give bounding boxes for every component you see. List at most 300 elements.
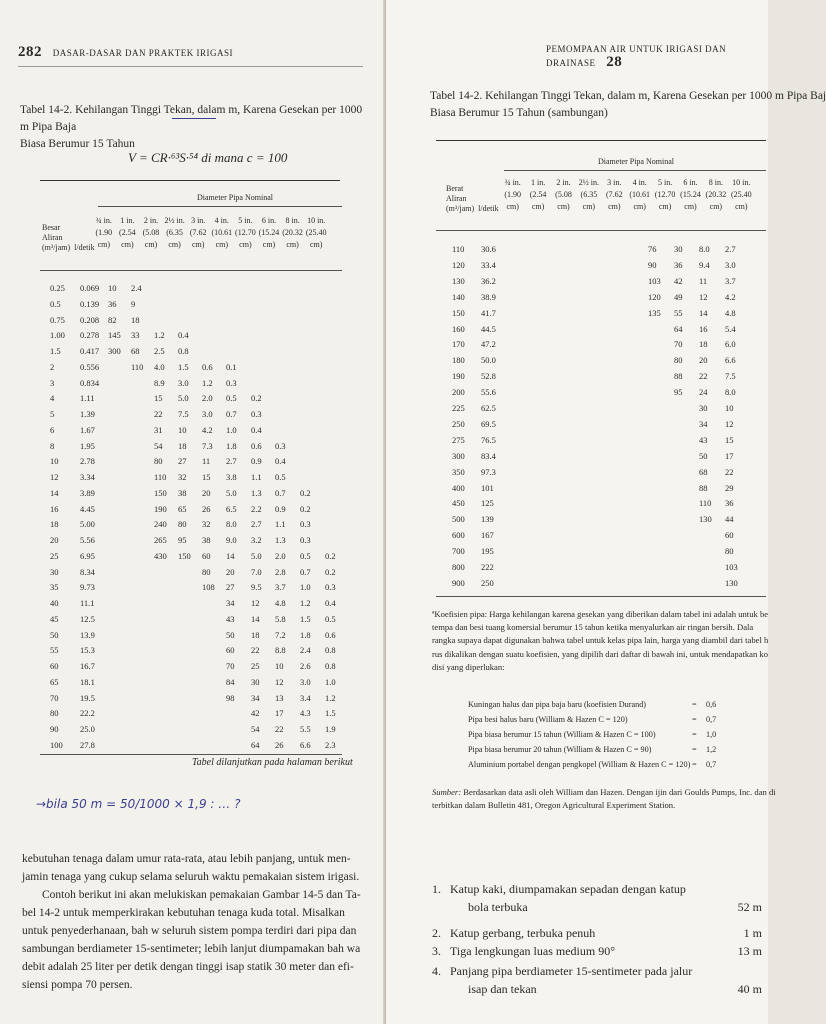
table-cell: 42 — [674, 275, 683, 286]
ink-underline — [172, 118, 216, 119]
table-cell: 108 — [202, 582, 215, 593]
table-cell: 2.6 — [300, 661, 311, 671]
size-cm-label: (10.61 — [629, 190, 651, 199]
table-cell: 100 — [50, 739, 63, 750]
table-cell: 90 — [648, 259, 657, 270]
table-cell: 32 — [202, 519, 211, 530]
table-cell: 0.5 — [300, 550, 311, 561]
coefficient-value: 0,7 — [706, 760, 717, 769]
size-cm-label: (1.90 — [504, 190, 522, 199]
size-cm-unit: cm) — [684, 202, 697, 211]
flow-label-ls: l/detik — [478, 204, 499, 213]
table-cell: 4.2 — [725, 291, 736, 302]
table-cell: 13 — [275, 692, 284, 703]
table-cell: 2.8 — [275, 566, 286, 577]
left-page — [0, 0, 386, 1024]
table-cell: 18 — [699, 339, 708, 350]
table-cell: 350 — [452, 466, 465, 477]
table-cell: 82 — [108, 314, 117, 325]
size-cm-label: (6.35 — [580, 190, 598, 199]
footnote-line: rus dikalikan dengan suatu koefisien, yang dipilih dari daftar di bawah ini, untuk mendapatkan ko — [432, 648, 769, 659]
table-cell: 0.3 — [275, 440, 286, 451]
table-cell: 150 — [178, 550, 191, 561]
table-cell: 97.3 — [481, 466, 496, 477]
table-cell: 25 — [251, 661, 260, 671]
table-cell: 4.45 — [80, 503, 95, 514]
table-cell: 27.8 — [80, 739, 95, 750]
table-cell: 2.7 — [725, 244, 736, 254]
table-cell: 68 — [131, 346, 140, 356]
table-cell: 130 — [699, 514, 712, 525]
table-cell: 2.2 — [251, 503, 262, 514]
table-cell: 60 — [202, 550, 211, 561]
table-cell: 80 — [50, 708, 59, 719]
table-cell: 2.4 — [131, 283, 142, 293]
table-cell: 7.0 — [251, 566, 262, 577]
table-cell: 450 — [452, 498, 465, 509]
table-cell: 95 — [674, 387, 683, 398]
size-label: ¾ in. — [95, 216, 112, 225]
size-cm-unit: cm) — [97, 240, 111, 249]
size-cm-unit: cm) — [633, 202, 646, 211]
table-cell: 80 — [674, 355, 683, 366]
table-cell: 900 — [452, 577, 465, 588]
table-cell: 2.78 — [80, 456, 95, 467]
size-cm-label: (20.32 — [705, 190, 727, 199]
table-cell: 8.0 — [699, 244, 710, 254]
table-cell: 26 — [202, 503, 211, 514]
table-cell: 1.1 — [275, 519, 286, 530]
list-text: Katup gerbang, terbuka penuh — [450, 926, 596, 940]
table-cell: 0.6 — [202, 361, 213, 372]
table-cell: 1.2 — [154, 330, 165, 341]
table-cell: 170 — [452, 339, 465, 350]
table-cell: 11 — [202, 456, 211, 467]
table-cell: 130 — [725, 577, 738, 588]
left-running-head — [18, 44, 233, 61]
table-cell: 50 — [50, 629, 59, 640]
size-cm-label: (15.24 — [680, 190, 701, 199]
size-label: 2 in. — [143, 216, 159, 225]
size-cm-unit: cm) — [144, 240, 158, 249]
header-bottom-rule — [40, 270, 342, 271]
table-cell: 0.3 — [251, 409, 262, 419]
table-cell: 55 — [50, 645, 59, 656]
table-cell: 50 — [226, 629, 235, 640]
size-label: 10 in. — [732, 178, 751, 187]
source-text: terbitkan dalam Bulletin 481, Oregon Agricultural Experiment Station. — [432, 800, 676, 811]
table-cell: 240 — [154, 519, 167, 530]
table-cell: 0.2 — [251, 393, 262, 404]
coefficient-value: 1,2 — [706, 745, 717, 754]
flow-label-line: Besar — [42, 223, 61, 232]
list-number: 2. — [432, 926, 441, 940]
table-cell: 18.1 — [80, 676, 95, 687]
table-cell: 16.7 — [80, 661, 95, 671]
table-cell: 27 — [178, 456, 187, 467]
table-cell: 0.5 — [50, 298, 61, 309]
size-label: 2 in. — [556, 178, 571, 187]
table-cell: 12 — [50, 472, 59, 482]
table-cell: 35 — [50, 582, 59, 593]
table-cell: 26 — [275, 739, 284, 750]
table-cell: 0.6 — [325, 629, 336, 640]
table-cell: 12 — [275, 676, 284, 687]
table-cell: 24 — [699, 387, 708, 398]
table-cell: 0.6 — [251, 440, 262, 451]
table-cell: 5.0 — [226, 487, 237, 498]
table-cell: 10 — [108, 283, 117, 293]
table-cell: 0.208 — [80, 314, 100, 325]
table-cell: 2.7 — [226, 456, 237, 467]
table-cell: 22.2 — [80, 708, 95, 719]
table-cell: 3.89 — [80, 487, 95, 498]
table-cell: 68 — [699, 466, 708, 477]
table-cell: 12 — [725, 418, 734, 429]
table-cell: 275 — [452, 434, 465, 445]
table-cell: 10 — [50, 456, 59, 467]
table-cell: 110 — [699, 498, 712, 509]
table-cell: 20 — [699, 355, 708, 366]
size-cm-unit: cm) — [531, 202, 545, 211]
table-cell: 3.0 — [725, 259, 736, 270]
table-cell: 3.4 — [300, 692, 311, 703]
table-cell: 30 — [251, 676, 260, 687]
table-cell: 6.0 — [725, 339, 736, 350]
table-cell: 222 — [481, 562, 494, 572]
table-cell: 22 — [154, 409, 163, 419]
table-cell: 34 — [699, 418, 708, 429]
table-cell: 4.8 — [725, 307, 736, 318]
table-cell: 195 — [481, 546, 494, 557]
table-cell: 0.7 — [226, 409, 237, 419]
table-cell: 2.5 — [154, 346, 165, 356]
table-group-header: Diameter Pipa Nominal — [598, 157, 674, 166]
list-number: 1. — [432, 882, 441, 896]
table-cell: 1.11 — [80, 393, 95, 404]
flow-label-m3: (m³/jam) — [42, 243, 71, 252]
table-cell: 0.834 — [80, 377, 100, 388]
table-cell: 6 — [50, 424, 55, 435]
table-cell: 36 — [725, 498, 734, 509]
table-cell: 0.8 — [325, 661, 336, 671]
size-cm-unit: cm) — [191, 240, 205, 249]
coefficient-label: Aluminium portabel dengan pengkopel (William & Hazen C = 120) — [468, 760, 691, 769]
page-number: 28 — [606, 54, 623, 70]
table-cell: 0.1 — [226, 361, 237, 372]
caption-line-1: Tabel 14-2. Kehilangan Tinggi Tekan, dalam m, Karena Gesekan per 1000 m Pipa Baja — [20, 104, 363, 133]
body-line: debit adalah 25 liter per detik dengan tinggi isap statik 30 meter dan efi- — [22, 961, 354, 973]
table-cell: 2.7 — [251, 519, 262, 530]
table-cell: 0.2 — [300, 487, 311, 498]
table-cell: 225 — [452, 403, 465, 413]
table-cell: 30 — [674, 244, 683, 254]
table-cell: 1.8 — [300, 629, 311, 640]
size-cm-unit: cm) — [239, 240, 252, 249]
table-cell: 4.0 — [154, 361, 165, 372]
table-group-header: Diameter Pipa Nominal — [197, 193, 273, 202]
table-cell: 32 — [178, 472, 187, 482]
table-cell: 95 — [178, 535, 187, 545]
table-cell: 5.4 — [725, 323, 736, 334]
table-cell: 150 — [452, 307, 465, 318]
flow-label-ls: l/detik — [74, 243, 95, 252]
size-cm-label: (5.08 — [142, 228, 160, 237]
table-cell: 0.2 — [300, 503, 311, 514]
table-cell: 1.2 — [300, 598, 311, 608]
table-cell: 1.95 — [80, 440, 95, 451]
table-cell: 125 — [481, 498, 494, 509]
table-cell: 11 — [699, 275, 708, 286]
size-cm-label: (5.08 — [555, 190, 572, 199]
table-cell: 3.0 — [178, 377, 189, 388]
table-cell: 29 — [725, 482, 734, 493]
table-cell: 0.4 — [325, 598, 336, 608]
table-cell: 17 — [275, 708, 284, 719]
table-cell: 18 — [131, 314, 140, 325]
table-cell: 8.0 — [725, 387, 736, 398]
flow-header — [446, 184, 506, 214]
table-cell: 5.56 — [80, 535, 95, 545]
table-cell: 0.5 — [226, 393, 237, 404]
table-cell: 9.5 — [251, 582, 262, 593]
size-label: 6 in. — [683, 178, 698, 187]
size-label: 4 in. — [214, 216, 229, 225]
table-cell: 9.4 — [699, 259, 710, 270]
right-page — [386, 0, 826, 1024]
table-cell: 1.8 — [226, 440, 237, 451]
table-cell: 50 — [699, 450, 708, 461]
table-cell: 22 — [275, 724, 284, 734]
table-cell: 167 — [481, 530, 494, 541]
size-label: 8 in. — [708, 178, 723, 187]
size-label: 5 in. — [238, 216, 253, 225]
coefficient-label: Pipa besi halus baru (William & Hazen C = 120) — [468, 715, 628, 724]
table-cell: 0.4 — [251, 424, 262, 435]
list-number: 4. — [432, 964, 441, 978]
table-cell: 76 — [648, 244, 657, 254]
table-top-rule — [436, 140, 766, 141]
table-cell: 300 — [452, 450, 465, 461]
group-rule — [504, 170, 766, 171]
table-continued-note: Tabel dilanjutkan pada halaman berikut — [192, 757, 353, 768]
header-rule — [18, 66, 363, 67]
table-cell: 88 — [699, 482, 708, 493]
footnote-line: tempa dan besi tuang komersial berumur 15 tahun ketika menyalurkan air ringan bersih. Dala — [432, 622, 754, 633]
size-cm-unit: cm) — [735, 202, 748, 211]
table-cell: 90 — [50, 724, 59, 734]
table-cell: 2.0 — [275, 550, 286, 561]
table-cell: 0.9 — [251, 456, 262, 467]
table-cell: 4 — [50, 393, 55, 404]
coefficient-eq: = — [692, 715, 697, 724]
list-text: Katup kaki, diumpamakan sepadan dengan katup — [450, 882, 686, 896]
coefficient-value: 0,6 — [706, 700, 717, 709]
coefficient-label: Pipa biasa berumur 15 tahun (William & Hazen C = 100) — [468, 730, 656, 739]
table-cell: 0.3 — [300, 519, 311, 530]
table-cell: 12 — [251, 598, 260, 608]
table-cell: 0.069 — [80, 283, 100, 293]
table-cell: 98 — [226, 692, 235, 703]
list-value: 52 m — [737, 900, 762, 914]
table-cell: 20 — [226, 566, 235, 577]
table-cell: 14 — [226, 550, 235, 561]
size-cm-unit: cm) — [309, 240, 323, 249]
table-cell: 83.4 — [481, 450, 496, 461]
table-cell: 3.7 — [725, 275, 736, 286]
table-cell: 84 — [226, 676, 235, 687]
table-cell: 42 — [251, 708, 260, 719]
table-cell: 54 — [154, 440, 163, 451]
table-cell: 1.5 — [325, 708, 336, 719]
table-cell: 9.73 — [80, 582, 95, 593]
size-cm-label: (7.62 — [605, 190, 623, 199]
table-cell: 3.8 — [226, 472, 237, 482]
table-cell: 40 — [50, 598, 59, 608]
table-cell: 30 — [50, 566, 59, 577]
pipe-coefficient-footnote — [432, 608, 768, 674]
table-cell: 5.8 — [275, 613, 286, 624]
table-cell: 12 — [699, 291, 708, 302]
table-cell: 22 — [699, 371, 708, 382]
table-cell: 20 — [202, 487, 211, 498]
table-cell: 14 — [50, 487, 59, 498]
table-cell: 8.34 — [80, 566, 95, 577]
table-cell: 60 — [50, 661, 59, 671]
table-cell: 70 — [674, 339, 683, 350]
table-cell: 7.5 — [178, 409, 189, 419]
table-cell: 12.5 — [80, 613, 95, 624]
table-cell: 34 — [251, 692, 260, 703]
table-cell: 2.0 — [202, 393, 213, 404]
coefficient-label: Pipa biasa berumur 20 tahun (William & Hazen C = 90) — [468, 745, 652, 754]
table-cell: 0.4 — [178, 330, 189, 341]
table-cell: 1.67 — [80, 424, 95, 435]
table-cell: 50.0 — [481, 355, 496, 366]
table-cell: 5.5 — [300, 724, 311, 734]
table-cell: 0.3 — [325, 582, 336, 593]
size-cm-unit: cm) — [658, 202, 672, 211]
footnote-line: rangka supaya dapat digunakan bahwa tabel untuk kelas pipa lain, harga yang diambil dari tabel h — [432, 635, 769, 646]
body-line: untuk penyederhanaan, bah w seluruh sistem pompa terdiri dari pipa dan — [22, 925, 357, 937]
footnote-line: ªKoefisien pipa: Harga kehilangan karena gesekan yang diberikan dalam tabel ini adalah untuk be — [432, 609, 769, 619]
size-cm-label: (12.70 — [235, 228, 256, 237]
table-cell: 70 — [50, 692, 59, 703]
coefficient-value: 0,7 — [706, 715, 717, 724]
table-cell: 0.3 — [226, 377, 237, 388]
coefficient-eq: = — [692, 745, 697, 754]
size-cm-unit: cm) — [215, 240, 229, 249]
size-label: 6 in. — [261, 216, 277, 225]
table-cell: 18 — [178, 440, 187, 451]
table-cell: 45 — [50, 613, 59, 624]
running-head-text: PEMOMPAAN AIR UNTUK IRIGASI DAN DRAINASE — [546, 44, 727, 68]
list-value: 40 m — [737, 982, 762, 996]
table-cell: 65 — [178, 503, 187, 514]
table-cell: 3.2 — [251, 535, 262, 545]
table-cell: 101 — [481, 482, 494, 493]
table-cell: 1.9 — [325, 724, 336, 734]
list-value: 1 m — [743, 926, 762, 940]
header-bottom-rule — [436, 230, 766, 231]
size-cm-label: (6.35 — [166, 228, 183, 237]
table-cell: 30 — [699, 403, 708, 413]
table-cell: 15 — [202, 472, 211, 482]
table-cell: 130 — [452, 275, 465, 286]
table-cell: 62.5 — [481, 403, 496, 413]
table-cell: 38 — [178, 487, 187, 498]
table-cell: 6.6 — [300, 739, 311, 750]
list-text: bola terbuka — [468, 900, 528, 914]
table-cell: 190 — [154, 503, 167, 514]
table-source — [432, 786, 776, 812]
table-cell: 14 — [251, 613, 260, 624]
table-cell: 1.2 — [325, 692, 336, 703]
table-cell: 0.556 — [80, 361, 100, 372]
table-cell: 110 — [154, 472, 167, 482]
coefficient-eq: = — [692, 760, 697, 769]
coefficient-eq: = — [692, 700, 697, 709]
table-cell: 49 — [674, 291, 683, 302]
table-cell: 9.0 — [226, 535, 237, 545]
table-cell: 250 — [481, 577, 494, 588]
table-cell: 41.7 — [481, 307, 496, 318]
table-cell: 0.2 — [325, 566, 336, 577]
table-cell: 5.0 — [178, 393, 189, 404]
size-cm-label: (2.54 — [529, 190, 547, 199]
table-cell: 250 — [452, 418, 465, 429]
table-cell: 7.2 — [275, 629, 286, 640]
size-cm-unit: cm) — [506, 202, 519, 211]
caption-line-2: Biasa Berumur 15 Tahun — [20, 138, 135, 150]
table-cell: 52.8 — [481, 371, 496, 382]
table-cell: 1.3 — [251, 487, 262, 498]
table-cell: 27 — [226, 582, 235, 593]
table-cell: 0.7 — [275, 487, 286, 498]
table-cell: 145 — [108, 330, 121, 341]
table-cell: 6.6 — [725, 355, 736, 366]
table-cell: 140 — [452, 291, 465, 302]
size-cm-label: (25.40 — [730, 190, 752, 199]
table-cell: 7.5 — [725, 371, 736, 382]
coefficient-label: Kuningan halus dan pipa baja baru (koefisien Durand) — [468, 700, 647, 709]
table-cell: 1.5 — [178, 361, 189, 372]
table-cell: 10 — [178, 424, 187, 435]
body-line: kebutuhan tenaga dalam umur rata-rata, atau lebih panjang, untuk men- — [22, 853, 351, 865]
size-label: 3 in. — [191, 216, 206, 225]
table-cell: 0.2 — [325, 550, 336, 561]
list-value: 13 m — [737, 944, 762, 958]
table-cell: 16 — [50, 503, 59, 514]
table-cell: 400 — [452, 482, 465, 493]
table-cell: 20 — [50, 535, 59, 545]
table-cell: 47.2 — [481, 339, 496, 350]
list-number: 3. — [432, 944, 441, 958]
table-cell: 1.2 — [202, 377, 213, 388]
table-caption — [430, 88, 826, 122]
list-text: Panjang pipa berdiameter 15-sentimeter pada jalur — [450, 964, 693, 978]
size-cm-unit: cm) — [168, 240, 181, 249]
table-cell: 22 — [725, 466, 734, 477]
body-line: sambungan berdiameter 15-sentimeter; lebih lanjut diumpamakan bah wa — [22, 943, 361, 955]
formula: V = CR·⁶³S·⁵⁴ di mana c = 100 — [128, 150, 288, 165]
table-cell: 8.9 — [154, 377, 165, 388]
list-text: Tiga lengkungan luas medium 90° — [450, 944, 616, 958]
body-line: Contoh berikut ini akan melukiskan pemakaian Gambar 14-5 dan Ta- — [42, 889, 361, 901]
table-cell: 43 — [699, 434, 708, 445]
source-label: Sumber: — [432, 787, 462, 797]
size-cm-label: (2.54 — [119, 228, 136, 237]
